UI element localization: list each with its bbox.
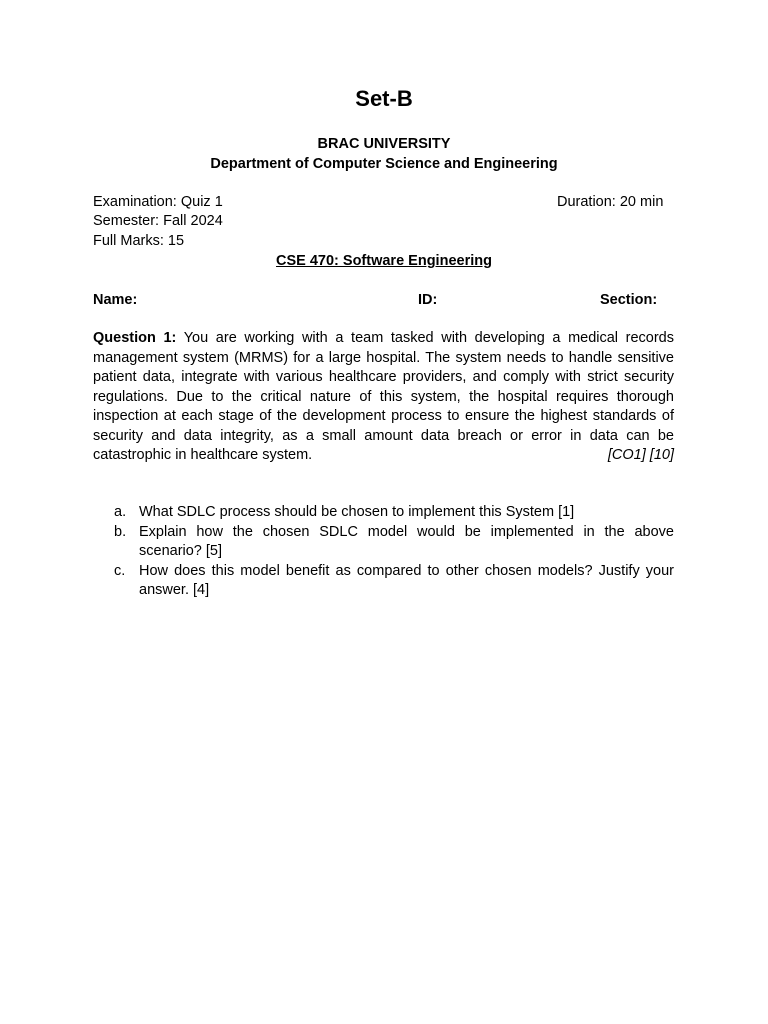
department-name: Department of Computer Science and Engineering <box>210 156 558 172</box>
sub-question-b <box>114 523 674 562</box>
sub-question-text: Explain how the chosen SDLC model would be implemented in the above scenario? [5] <box>139 523 674 559</box>
co-marks-tag: [CO1] [10] <box>607 447 674 463</box>
sub-question-marker: b. <box>114 523 127 540</box>
sub-question-a <box>114 503 674 523</box>
question-label: Question 1: <box>93 330 177 346</box>
university-name: BRAC UNIVERSITY <box>317 136 451 152</box>
set-title: Set-B <box>355 86 413 111</box>
sub-question-list <box>114 503 674 601</box>
examination-info: Examination: Quiz 1 <box>93 194 223 210</box>
semester-info: Semester: Fall 2024 <box>93 213 223 229</box>
full-marks-info: Full Marks: 15 <box>93 233 185 249</box>
question-1 <box>93 329 674 466</box>
sub-question-text: How does this model benefit as compared to other chosen models? Justify your answer. [4] <box>139 562 674 598</box>
duration-info: Duration: 20 min <box>557 194 664 210</box>
sub-question-c <box>114 562 674 601</box>
section-field-label: Section: <box>600 292 658 308</box>
sub-question-marker: c. <box>114 562 126 579</box>
course-title: CSE 470: Software Engineering <box>276 253 492 269</box>
name-field-label: Name: <box>93 292 138 308</box>
sub-question-marker: a. <box>114 504 127 520</box>
id-field-label: ID: <box>418 292 438 308</box>
sub-question-text: What SDLC process should be chosen to implement this System [1] <box>139 504 575 520</box>
question-text: You are working with a team tasked with developing a medical records management system (MRMS) for a large hospital. The system needs to handle sensitive patient data, integrate with various healthcare providers, and comply with strict security regulations. Due to the critical nature of this system, the hospital requires thorough inspection at each stage of the development process to ensure the highest standards of security and data integrity, as a small amount data breach or error in data can be catastrophic in healthcare system. <box>93 330 674 463</box>
